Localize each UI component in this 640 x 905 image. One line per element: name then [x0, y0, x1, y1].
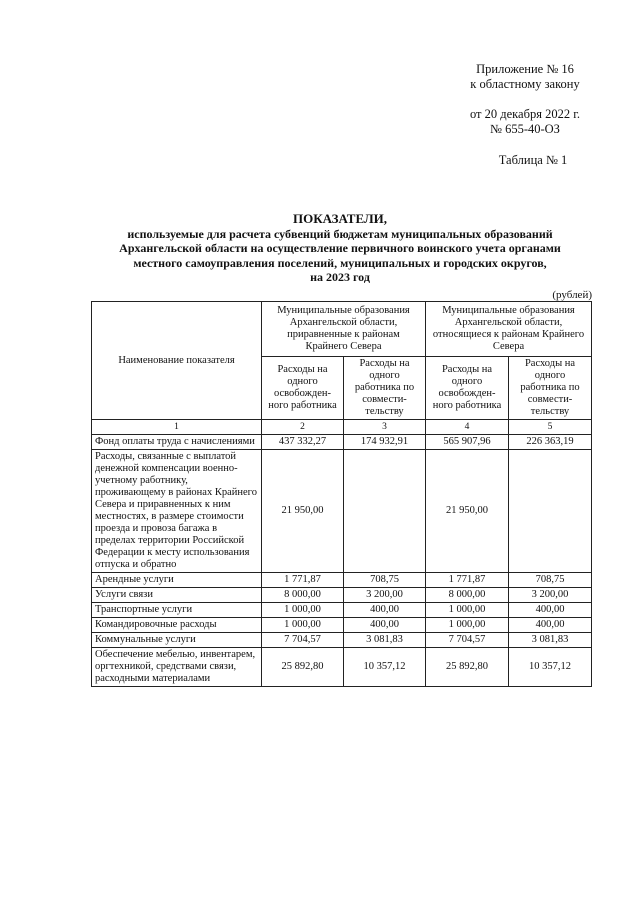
cell-value: 25 892,80: [426, 648, 509, 687]
cell-value: 708,75: [509, 573, 592, 588]
subheader-exempt-1: Расходы на одного освобожден-ного работника: [262, 357, 344, 420]
cell-value: 1 000,00: [262, 603, 344, 618]
cell-value: 3 200,00: [344, 588, 426, 603]
cell-value: 3 081,83: [344, 633, 426, 648]
cell-value: 1 000,00: [426, 618, 509, 633]
cell-value: [509, 450, 592, 573]
cell-value: 1 000,00: [262, 618, 344, 633]
cell-value: 8 000,00: [426, 588, 509, 603]
heading-line-1: используемые для расчета субвенций бюджетам муниципальных образований: [127, 226, 553, 241]
cell-value: 10 357,12: [509, 648, 592, 687]
document-heading: [90, 212, 590, 285]
column-number: 1: [92, 420, 262, 435]
table-row: [92, 648, 592, 687]
cell-value: 1 771,87: [426, 573, 509, 588]
column-number: 2: [262, 420, 344, 435]
table-row: [92, 450, 592, 573]
cell-value: 7 704,57: [426, 633, 509, 648]
group-header-equated-north: Муниципальные образования Архангельской области, приравненные к районам Крайнего Севера: [262, 302, 426, 357]
row-name: Коммунальные услуги: [92, 633, 262, 648]
cell-value: 400,00: [509, 603, 592, 618]
cell-value: 174 932,91: [344, 435, 426, 450]
appendix-date: от 20 декабря 2022 г.: [469, 107, 581, 121]
cell-value: 21 950,00: [426, 450, 509, 573]
cell-value: 400,00: [344, 603, 426, 618]
group-header-far-north: Муниципальные образования Архангельской области, относящиеся к районам Крайнего Севера: [426, 302, 592, 357]
cell-value: 1 000,00: [426, 603, 509, 618]
cell-value: 400,00: [344, 618, 426, 633]
row-name: Обеспечение мебелью, инвентарем, оргтехникой, средствами связи, расходными материалами: [92, 648, 262, 687]
cell-value: 226 363,19: [509, 435, 592, 450]
cell-value: 565 907,96: [426, 435, 509, 450]
cell-value: 7 704,57: [262, 633, 344, 648]
table-row: [92, 633, 592, 648]
heading-title: ПОКАЗАТЕЛИ,: [292, 211, 388, 226]
appendix-law-number: № 655-40-ОЗ: [490, 122, 560, 136]
row-name: Услуги связи: [92, 588, 262, 603]
subheader-combined-2: Расходы на одного работника по совмести-тельству: [509, 357, 592, 420]
table-row: [92, 588, 592, 603]
currency-unit: (рублей): [552, 289, 592, 301]
table-number: Таблица № 1: [498, 153, 568, 167]
heading-line-2: Архангельской области на осуществление первичного воинского учета органами: [119, 241, 561, 255]
appendix-law: к областному закону: [470, 77, 580, 91]
row-name: Фонд оплаты труда с начислениями: [92, 435, 262, 450]
cell-value: [344, 450, 426, 573]
indicators-table: [91, 301, 592, 687]
cell-value: 3 200,00: [509, 588, 592, 603]
table-row: [92, 573, 592, 588]
row-name: Арендные услуги: [92, 573, 262, 588]
cell-value: 708,75: [344, 573, 426, 588]
row-name: Командировочные расходы: [92, 618, 262, 633]
column-number: 4: [426, 420, 509, 435]
subheader-combined-1: Расходы на одного работника по совмести-тельству: [344, 357, 426, 420]
cell-value: 3 081,83: [509, 633, 592, 648]
row-name: Транспортные услуги: [92, 603, 262, 618]
cell-value: 10 357,12: [344, 648, 426, 687]
table-row: [92, 435, 592, 450]
heading-line-3: местного самоуправления поселений, муниципальных и городских округов,: [133, 255, 547, 270]
cell-value: 25 892,80: [262, 648, 344, 687]
appendix-number: Приложение № 16: [476, 62, 574, 76]
column-number: 5: [509, 420, 592, 435]
cell-value: 8 000,00: [262, 588, 344, 603]
name-column-header: Наименование показателя: [92, 302, 262, 420]
table-row: [92, 603, 592, 618]
column-number: 3: [344, 420, 426, 435]
cell-value: 437 332,27: [262, 435, 344, 450]
table-row: [92, 618, 592, 633]
row-name: Расходы, связанные с выплатой денежной компенсации военно-учетному работнику, проживающему в районах Крайнего Севера и приравненных к ним местностях, в размере стоимости проезда и провоза багажа в пределах территории Российской Федерации к месту использования отпуска и обратно: [92, 450, 262, 573]
cell-value: 400,00: [509, 618, 592, 633]
cell-value: 21 950,00: [262, 450, 344, 573]
heading-line-4: на 2023 год: [310, 270, 370, 284]
appendix-block: [440, 62, 610, 137]
subheader-exempt-2: Расходы на одного освобожден-ного работника: [426, 357, 509, 420]
cell-value: 1 771,87: [262, 573, 344, 588]
